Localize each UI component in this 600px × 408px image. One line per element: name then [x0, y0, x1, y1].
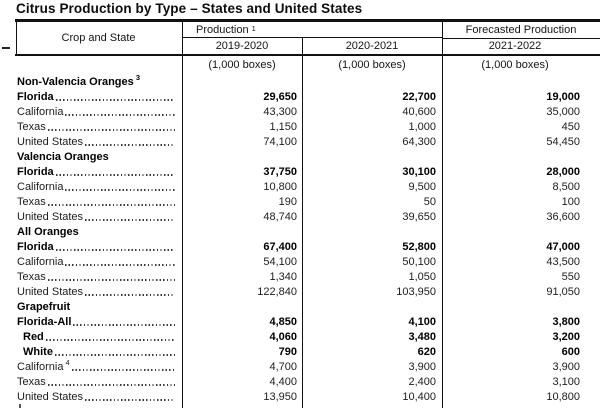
dot-leader	[73, 324, 175, 326]
value-cell: 4,700	[269, 361, 297, 373]
row-label: United States	[17, 136, 84, 148]
value-cell: 50,100	[402, 256, 436, 268]
table-row	[15, 270, 600, 285]
row-label: Florida-All	[17, 316, 72, 328]
row-label: Texas	[17, 121, 46, 133]
value-cell: 2,400	[408, 376, 436, 388]
table-row	[15, 360, 600, 375]
table-row	[15, 105, 600, 120]
value-cell: 30,100	[402, 166, 436, 178]
table-row	[15, 90, 600, 105]
left-edge-line-artifact	[2, 47, 10, 49]
footnote-marker-4: 4	[63, 360, 70, 367]
value-cell: 43,500	[546, 256, 580, 268]
dot-leader	[65, 114, 175, 116]
year-header-2020-2021: 2020-2021	[345, 40, 399, 52]
section-label-cell	[15, 225, 182, 239]
table-row	[15, 345, 600, 360]
row-label: California	[17, 256, 64, 268]
value-cell: 550	[561, 271, 580, 283]
row-label-cell	[15, 180, 182, 194]
group-header-forecasted-production: Forecasted Production	[442, 22, 600, 39]
dot-leader	[48, 384, 175, 386]
dot-leader	[72, 369, 175, 371]
row-label-cell	[15, 165, 182, 179]
table-row	[15, 120, 600, 135]
value-cell: 47,000	[546, 241, 580, 253]
value-cell: 1,050	[408, 271, 436, 283]
row-label-cell	[15, 360, 182, 374]
row-label: Florida	[17, 241, 54, 253]
value-cell: 91,050	[546, 286, 580, 298]
table-body	[15, 75, 600, 405]
dot-leader	[85, 399, 175, 401]
row-label: Texas	[17, 196, 46, 208]
table-row	[15, 210, 600, 225]
year-header-2021-2022: 2021-2022	[488, 40, 542, 52]
dot-leader	[56, 174, 175, 176]
units-label-col1: (1,000 boxes)	[208, 58, 276, 71]
value-cell: 4,100	[408, 316, 436, 328]
value-cell: 28,000	[546, 166, 580, 178]
value-cell: 50	[423, 196, 436, 208]
section-label-cell	[15, 300, 182, 314]
value-cell: 19,000	[546, 91, 580, 103]
dot-leader	[48, 129, 175, 131]
value-cell: 40,600	[402, 106, 436, 118]
table-row	[15, 285, 600, 300]
row-label: California	[17, 181, 64, 193]
row-label-cell	[15, 105, 182, 119]
row-label-cell	[15, 315, 182, 329]
row-label-cell	[15, 270, 182, 284]
value-cell: 43,300	[263, 106, 297, 118]
row-label: Texas	[17, 376, 46, 388]
section-label: Valencia Oranges	[17, 151, 109, 163]
value-cell: 35,000	[546, 106, 580, 118]
value-cell: 600	[561, 346, 580, 358]
value-cell: 4,850	[269, 316, 297, 328]
dot-leader	[85, 144, 175, 146]
row-label: Texas	[17, 271, 46, 283]
dot-leader	[55, 354, 175, 356]
table-row	[15, 330, 600, 345]
units-label-col2: (1,000 boxes)	[338, 58, 406, 71]
value-cell: 64,300	[402, 136, 436, 148]
row-label: United States	[17, 211, 84, 223]
value-cell: 67,400	[263, 241, 297, 253]
row-label-cell	[15, 135, 182, 149]
table-row	[15, 180, 600, 195]
row-label: California $^4$	[17, 360, 70, 373]
value-cell: 450	[561, 121, 580, 133]
table-row	[15, 165, 600, 180]
row-label-cell	[15, 255, 182, 269]
row-label: White	[23, 346, 53, 358]
table-row	[15, 390, 600, 405]
value-cell: 3,100	[552, 376, 580, 388]
value-cell: 54,100	[263, 256, 297, 268]
section-label-cell	[15, 150, 182, 164]
row-label: California	[17, 106, 64, 118]
row-label-cell	[15, 195, 182, 209]
value-cell: 29,650	[263, 91, 297, 103]
row-label: Florida	[17, 166, 54, 178]
value-cell: 3,900	[408, 361, 436, 373]
dot-leader	[85, 219, 175, 221]
value-cell: 100	[561, 196, 580, 208]
table-row	[15, 135, 600, 150]
row-label: United States	[17, 391, 84, 403]
value-cell: 190	[278, 196, 297, 208]
section-header-row	[15, 300, 600, 315]
value-cell: 620	[417, 346, 436, 358]
value-cell: 52,800	[402, 241, 436, 253]
dot-leader	[48, 279, 175, 281]
section-label: All Oranges	[17, 226, 79, 238]
value-cell: 54,450	[546, 136, 580, 148]
table-row	[15, 255, 600, 270]
value-cell: 4,400	[269, 376, 297, 388]
value-cell: 3,900	[552, 361, 580, 373]
section-header-row	[15, 75, 600, 90]
value-cell: 48,740	[263, 211, 297, 223]
footnote-marker-3: 3	[133, 75, 141, 82]
units-label-col3: (1,000 boxes)	[481, 58, 549, 71]
value-cell: 10,400	[402, 391, 436, 403]
section-label: Grapefruit	[17, 301, 71, 313]
value-cell: 74,100	[263, 136, 297, 148]
value-cell: 36,600	[546, 211, 580, 223]
value-cell: 39,650	[402, 211, 436, 223]
dot-leader	[46, 339, 175, 341]
value-cell: 122,840	[257, 286, 297, 298]
table-row	[15, 315, 600, 330]
dot-leader	[56, 99, 175, 101]
value-cell: 8,500	[552, 181, 580, 193]
section-header-row	[15, 225, 600, 240]
row-label-cell	[15, 330, 182, 344]
dot-leader	[85, 294, 175, 296]
value-cell: 4,060	[269, 331, 297, 343]
dot-leader	[65, 264, 175, 266]
row-label-cell	[15, 240, 182, 254]
row-label-cell	[15, 90, 182, 104]
value-cell: 9,500	[408, 181, 436, 193]
dot-leader	[48, 204, 175, 206]
table-row	[15, 240, 600, 255]
table-row	[15, 195, 600, 210]
value-cell: 790	[278, 346, 297, 358]
row-label-cell	[15, 375, 182, 389]
row-label: United States	[17, 286, 84, 298]
table-row	[15, 375, 600, 390]
value-cell: 1,150	[269, 121, 297, 133]
row-label-cell	[15, 345, 182, 359]
column-header-crop-and-state: Crop and State	[61, 32, 136, 44]
footnote-marker-1: 1	[251, 23, 256, 33]
value-cell: 3,480	[408, 331, 436, 343]
value-cell: 37,750	[263, 166, 297, 178]
value-cell: 3,800	[552, 316, 580, 328]
value-cell: 13,950	[263, 391, 297, 403]
value-cell: 10,800	[546, 391, 580, 403]
page-title: Citrus Production by Type – States and United States	[16, 1, 363, 16]
group-header-production: Production $^1$	[182, 22, 442, 38]
value-cell: 3,200	[552, 331, 580, 343]
value-cell: 1,000	[408, 121, 436, 133]
row-label-cell	[15, 285, 182, 299]
section-label: Non-Valencia Oranges $^3$	[17, 75, 141, 88]
row-label-cell	[15, 120, 182, 134]
year-header-2019-2020: 2019-2020	[215, 40, 269, 52]
dot-leader	[56, 249, 175, 251]
value-cell: 103,950	[396, 286, 436, 298]
section-header-row	[15, 150, 600, 165]
value-cell: 1,340	[269, 271, 297, 283]
row-label: Florida	[17, 91, 54, 103]
row-label: Red	[23, 331, 44, 343]
row-label-cell	[15, 390, 182, 404]
value-cell: 22,700	[402, 91, 436, 103]
dot-leader	[65, 189, 175, 191]
section-label-cell	[15, 75, 182, 89]
value-cell: 10,800	[263, 181, 297, 193]
row-label-cell	[15, 210, 182, 224]
